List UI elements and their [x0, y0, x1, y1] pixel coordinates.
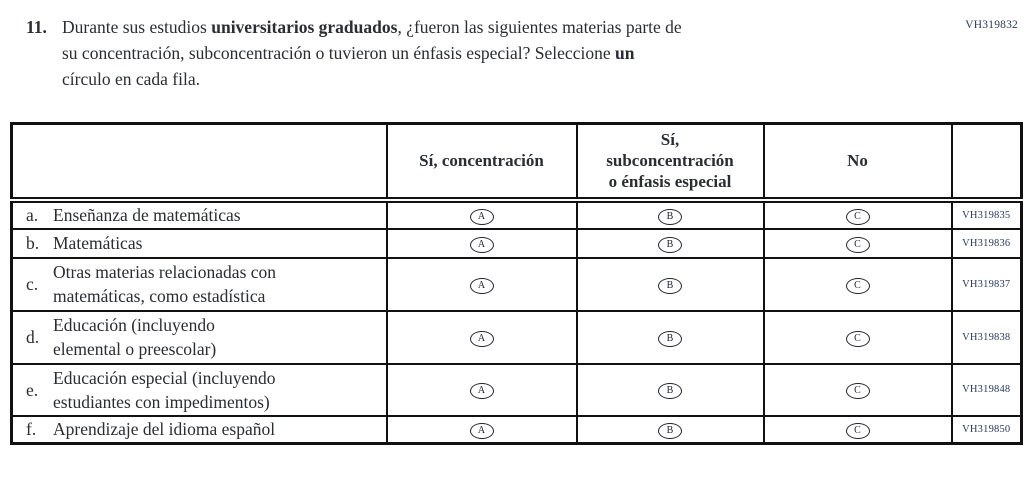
table-row-f [12, 416, 1022, 444]
question-segment: Durante sus estudios [62, 17, 212, 37]
table-row-a [12, 200, 1022, 229]
table-row-c [12, 258, 1022, 311]
table-row-d [12, 311, 1022, 364]
question-segment: su concentración, subconcentración o tuvieron un énfasis especial? Seleccione [62, 43, 615, 63]
row-label: Otras materias relacionadas con matemáticas, como estadística [53, 262, 277, 306]
row-label: Matemáticas [53, 233, 143, 253]
answer-bubble-a[interactable]: A [470, 423, 494, 439]
row-code: VH319838 [952, 311, 1022, 364]
row-label: Educación especial (incluyendo estudiantes con impedimentos) [53, 367, 276, 412]
question-segment: círculo en cada fila. [62, 69, 200, 89]
question-line [62, 14, 926, 40]
answer-bubble-a[interactable]: A [470, 383, 494, 399]
table-row-b [12, 229, 1022, 258]
answer-bubble-c[interactable]: C [846, 331, 870, 347]
answer-bubble-c[interactable]: C [846, 423, 870, 439]
header-si-subconcentracion [577, 124, 764, 200]
answer-bubble-b[interactable]: B [658, 237, 682, 253]
row-letter: a. [26, 205, 39, 225]
answer-bubble-b[interactable]: B [658, 331, 682, 347]
answer-bubble-a[interactable]: A [470, 331, 494, 347]
table-row-e [12, 364, 1022, 416]
header-line: o énfasis especial [608, 172, 732, 192]
answer-bubble-b[interactable]: B [658, 278, 682, 294]
header-no: No [764, 124, 952, 200]
table-header-row [12, 124, 1022, 200]
question-text [62, 14, 926, 92]
row-code: VH319837 [952, 258, 1022, 311]
row-code: VH319848 [952, 364, 1022, 416]
answer-bubble-c[interactable]: C [846, 209, 870, 225]
question-segment-bold: universitarios graduados [211, 17, 398, 37]
form-item-code: VH319832 [965, 19, 1018, 31]
row-letter: e. [26, 379, 39, 400]
answer-bubble-b[interactable]: B [658, 383, 682, 399]
row-code: VH319850 [952, 416, 1022, 444]
question-line [62, 40, 926, 66]
answer-bubble-c[interactable]: C [846, 237, 870, 253]
row-label: Aprendizaje del idioma español [53, 419, 276, 440]
row-code: VH319836 [952, 229, 1022, 258]
answer-bubble-a[interactable]: A [470, 237, 494, 253]
response-matrix-table [10, 122, 1023, 445]
question-line [62, 66, 926, 92]
row-code: VH319835 [952, 200, 1022, 229]
header-line: subconcentración [606, 151, 734, 171]
row-label: Educación (incluyendo elemental o preescolar) [53, 315, 217, 359]
header-empty-label-column [12, 124, 387, 200]
row-label: Enseñanza de matemáticas [53, 205, 241, 225]
header-si-concentracion: Sí, concentración [387, 124, 577, 200]
answer-bubble-c[interactable]: C [846, 383, 870, 399]
question-segment: , ¿fueron las siguientes materias parte de [397, 17, 682, 37]
question-block [26, 14, 926, 92]
row-letter: b. [26, 233, 40, 253]
answer-bubble-c[interactable]: C [846, 278, 870, 294]
header-line: Sí, [660, 130, 680, 150]
question-segment-bold: un [614, 43, 635, 63]
row-letter: c. [26, 274, 39, 294]
answer-bubble-b[interactable]: B [658, 209, 682, 225]
question-number: 11. [26, 17, 47, 37]
row-letter: f. [26, 419, 37, 440]
answer-bubble-b[interactable]: B [658, 423, 682, 439]
header-empty-code-column [952, 124, 1022, 200]
row-letter: d. [26, 327, 40, 347]
answer-bubble-a[interactable]: A [470, 278, 494, 294]
answer-bubble-a[interactable]: A [470, 209, 494, 225]
